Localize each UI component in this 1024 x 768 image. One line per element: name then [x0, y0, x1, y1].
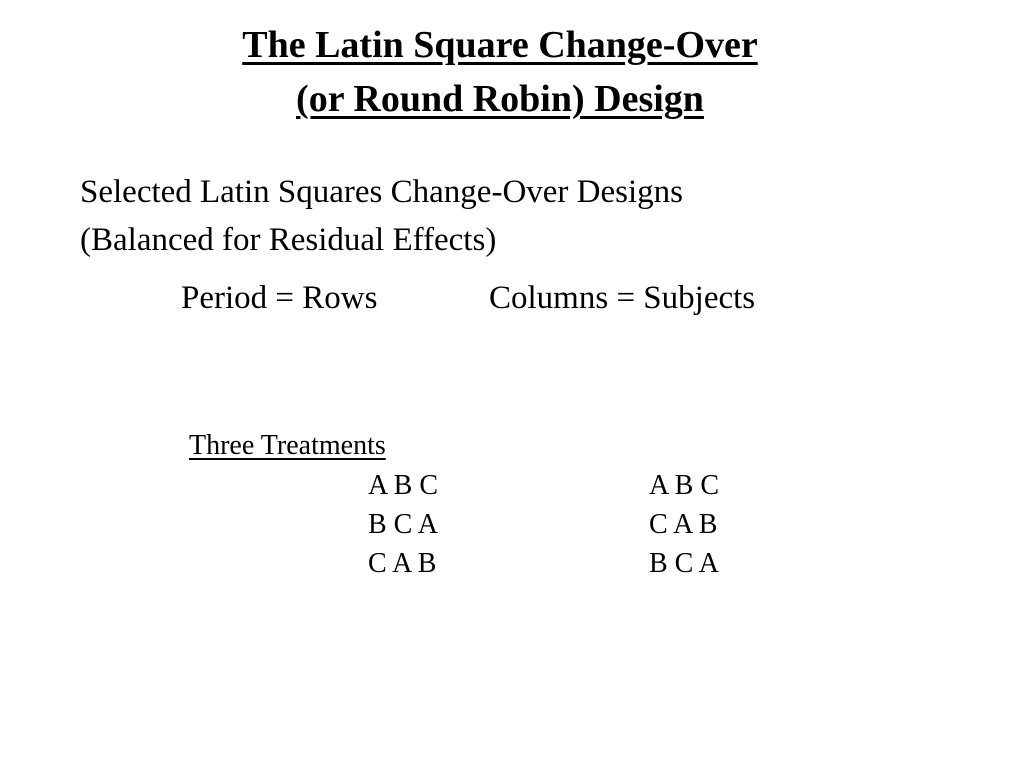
columns-subjects-note: Columns = Subjects [489, 280, 756, 316]
latin-square-2-row-3: B C A [649, 548, 720, 579]
latin-square-1 [368, 466, 438, 583]
latin-square-2-row-2: C A B [649, 509, 718, 540]
latin-square-2-row-1: A B C [649, 470, 720, 501]
slide-title-line-1: The Latin Square Change-Over [242, 24, 758, 66]
subtitle-line-1: Selected Latin Squares Change-Over Designs [80, 174, 683, 210]
three-treatments-heading: Three Treatments [189, 430, 386, 461]
latin-square-1-row-1: A B C [368, 470, 439, 501]
latin-square-2 [649, 466, 719, 583]
latin-square-1-row-2: B C A [368, 509, 439, 540]
slide-title-line-2: (or Round Robin) Design [296, 78, 704, 120]
latin-square-1-row-3: C A B [368, 548, 437, 579]
period-rows-note: Period = Rows [181, 280, 378, 316]
subtitle-line-2: (Balanced for Residual Effects) [80, 222, 497, 258]
